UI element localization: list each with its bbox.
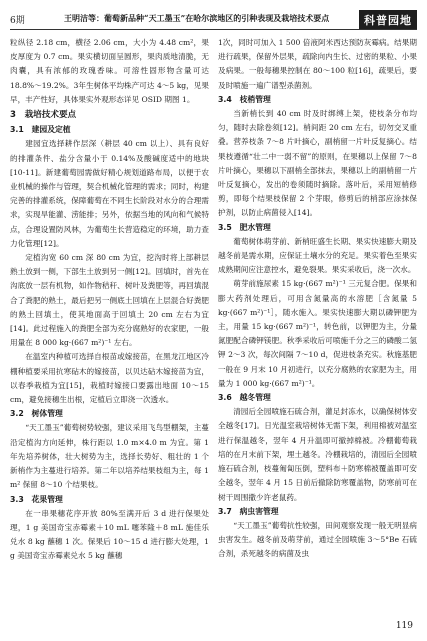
subsection-heading: 3.4 枝梢管理 [218,94,271,104]
paragraph: 在温室内种植可选择自根苗或嫁接苗，在黑龙江地区冷棚种植要采用抗寒砧木的嫁接苗，以贝达砧木嫁接苗为宜，以春季栽植为宜[15]，栽植时嫁接口要露出地面 10～15 cm，避免接穗生出根，定植后立即浇一次透水。 [10,352,209,405]
paragraph: “天工墨玉”葡萄抗性较强，田间观察发现一般无明显病虫害发生。越冬前及萌芽前，通过全园喷施 3～5°Be 石硫合剂，杀死越冬的病菌及虫 [218,520,417,559]
subsection-heading: 3.7 病虫害管理 [218,506,279,516]
running-header [10,10,417,30]
paragraph: 清园后全园喷施石硫合剂，灌足封冻水，以确保树体安全越冬[17]。日光温室栽培树体无需下架，利用棉被对温室进行保温越冬，翌年 4 月升温即可撤掉棉被。冷棚葡萄栽培的在月末前下架，埋土越冬。冷棚栽培的，清园后全园喷施石硫合剂，枝蔓匍匐压倒，塑料布＋防寒棉被覆盖即可安全越冬，翌年 4 月 15 日前后撤除防寒覆盖物，防寒前可在树干周围撒少许老鼠药。 [218,407,417,502]
header-rule [10,29,417,30]
left-column [10,36,209,564]
subsection-heading: 3.3 花果管理 [10,494,63,504]
subsection-heading: 3.5 肥水管理 [218,222,271,232]
subsection-heading: 3.6 越冬管理 [218,393,271,403]
subsection-heading: 3.1 建园及定植 [10,125,71,135]
paragraph: 当新梢长到 40 cm 时及时绑缚上架，使枝条分布均匀，随时去除卷须[12]。梢间距 20 cm 左右，切勿交叉重叠。营养枝条 7～8 片叶摘心，副梢留一片叶反复摘心。结果枝遵循“壮二中一弱不留”的原则，在果穗以上保留 7～8 片叶摘心，果穗以下副梢全部抹去，果穗以上的副梢留一片叶反复摘心，发出的卷须随时摘除。落叶后，采用短梢修剪，即每个结果枝保留 2 个芽眼，修剪后的梢部应涂抹保护剂，以防止病菌侵入[14]。 [218,109,417,218]
page-number: 119 [395,621,413,631]
issue-number: 6期 [10,16,25,26]
right-column [218,36,417,562]
paragraph: 萌芽前施尿素 15 kg·(667 m²)⁻¹ 三元复合肥。保果和膨大药剂处理后，可用含氮量高的水溶肥［含氮量 5 kg·(667 m²)⁻¹］，随水施入。果实快速膨大期以磷钾肥为主，用量 15 kg·(667 m²)⁻¹，转色前，以钾肥为主，分量氮肥配合磷钾镁肥。秋季采收后可喷施千分之三的磷酸二氢钾 2～3 次，每次间隔 7～10 d，促进枝条充实。秋施基肥一般在 9 月末 10 月初进行，以充分腐熟的农家肥为主，用量为 1 000 kg·(667 m²)⁻¹。 [218,279,417,388]
paragraph: 1次，同时可加入 1 500 倍液阿米西达预防灰霉病。结果期进行疏果，保留外层果，疏除向内生长、过密的果粒、小果及病果。一般每穗果控制在 80～100 粒[16]，疏果后，要及时喷施一遍广谱型杀菌剂。 [218,38,417,90]
section-heading: 3 栽培技术要点 [10,110,77,121]
journal-badge: 科普园地 [359,10,417,30]
paragraph: 粒纵径 2.18 cm，横径 2.06 cm，大小为 4.48 cm²，果皮厚度为 0.7 cm。果实横切面呈圆形，果肉质地清脆，无肉囊，具有浓郁的玫瑰香味。可溶性固形物含量可达 18.8%～19.2%。3年生树体平均株产可达 4～5 kg，见果早，丰产性好，具体果实外观形态详见 OSID 期图 1。 [10,38,209,104]
paragraph: “天工墨玉”葡萄树势较强，建议采用飞鸟型棚架，主蔓沿定植沟方向延伸，株行距以 1.0 m×4.0 m 为宜。第 1 年先培养树体，壮大树势为主，选择长势好、粗壮的 1 个新梢作为主蔓进行培养。第二年以培养结果枝组为主，每 1 m² 保留 8～10 个结果枝。 [10,423,209,490]
paragraph: 建园宜选择耕作层深（耕层 40 cm 以上）、具有良好的排灌条件、盐分含量小于 0.14%及酸碱度适中的地块[10-11]。新建葡萄园需做好精心规划道路布局，以便于农业机械的操作与管理，契合机械化管理的需求；同时，构建完善的排灌系统，保障葡萄在不同生长阶段对水分的合理需求，实现旱能灌、涝能排；另外，依据当地的风向和气候特点，合理设置防风林，为葡萄生长营造稳定的环境，助力查力化管理[12]。 [10,139,209,248]
paragraph: 葡萄树体萌芽前、新梢旺盛生长期、果实快速膨大期及越冬前是需水期，应保证土壤水分的充足。果实着色至果实成熟期间应注意控水，避免裂果。果实采收后，浇一次水。 [218,236,417,275]
paragraph: 在一串果穗花序开放 80%至满开后 3 d 进行保果处理，1 g 美国奇宝赤霉素＋10 mL 噻苯隆＋8 mL 施佳乐兑水 8 kg 蘸穗 1 次。保果后 10～15 d 进行膨大处理，1 g 美国奇宝赤霉素兑水 5 kg 蘸穗 [10,508,209,561]
paragraph: 定植沟宽 60 cm 深 80 cm 为宜，挖沟时将上部耕层熟土放到一侧，下部生土放到另一侧[12]。回填时，首先在沟底放一层有机物，如作物秸秆、树叶及粪肥等，再回填混合了粪肥的熟土，最后把另一侧底土回填在上层混合好粪肥的熟土回填土，使其地面高于回填土 20 cm 左右为宜[14]。此过程施入的粪肥全部为充分腐熟好的农家肥，一般用量在 8 000 kg·(667 m²)⁻¹ 左右。 [10,253,209,348]
subsection-heading: 3.2 树体管理 [10,409,63,419]
running-title: 王明洁等：葡萄新品种“天工墨玉”在哈尔滨地区的引种表现及栽培技术要点 [64,13,330,23]
